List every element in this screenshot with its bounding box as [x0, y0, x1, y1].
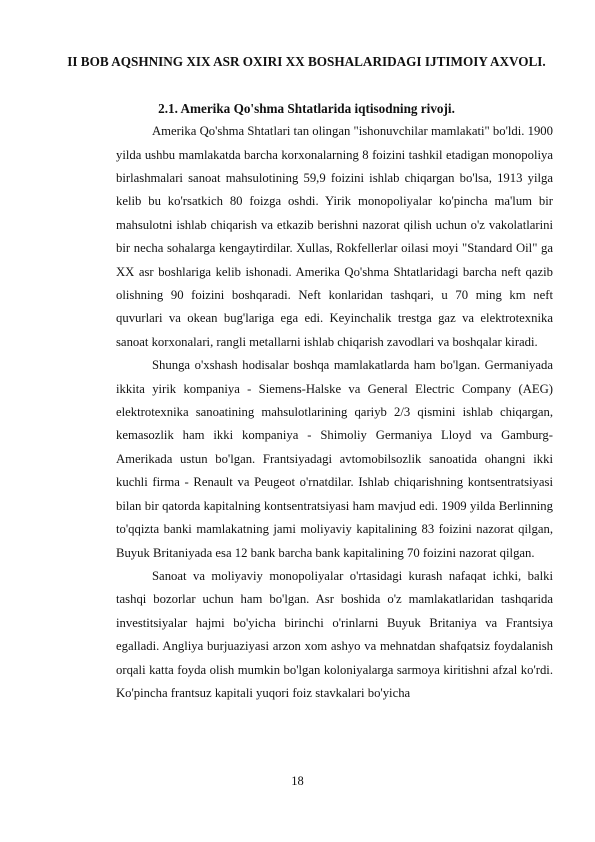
page-number: 18	[291, 774, 304, 788]
chapter-title: II BOB AQSHNING XIX ASR OXIRI XX BOSHALARIDAGI IJTIMOIY AXVOLI.	[67, 54, 546, 69]
paragraph-1: Amerika Qo'shma Shtatlari tan olingan "ishonuvchilar mamlakati" bo'ldi. 1900 yilda ushbu mamlakatda barcha korxonalarning 8 foizini tashkil etadigan monopoliya birlashmalari sanoat mahsulotining 59,9 foizini ishlab chiqargan bo'lsa, 1913 yilga kelib bu ko'rsatkich 80 foizga oshdi. Yirik monopoliyalar ko'pincha ma'lum bir mahsulotni ishlab chiqarish va etkazib berishni nazorat qilish uchun o'z vakolatlarini bir necha sohalarga kengaytirdilar. Xullas, Rokfellerlar oilasi moyi "Standard Oil" ga XX asr boshlariga kelib ishonadi. Amerika Qo'shma Shtatlaridagi barcha neft qazib olishning 90 foizini boshqaradi. Neft konlaridan tashqari, u 70 ming km neft quvurlari va okean bug'lariga ega edi. Keyinchalik trestga gaz va elektrotexnika sanoat korxonalari, rangli metallarni ishlab chiqarish zavodlari va boshqalar kiradi.	[116, 124, 553, 349]
paragraph-3: Sanoat va moliyaviy monopoliyalar o'rtasidagi kurash nafaqat ichki, balki tashqi bozorlar uchun ham bo'lgan. Asr boshida o'z mamlakatlaridan tashqarida investitsiyalar hajmi bo'yicha birinchi o'rinlarni Buyuk Britaniya va Frantsiya egalladi. Angliya burjuaziyasi arzon xom ashyo va mehnatdan shafqatsiz foydalanish orqali katta foyda olish mumkin bo'lgan koloniyalarga sarmoya kiritishni afzal ko'rdi. Ko'pincha frantsuz kapitali yuqori foiz stavkalari bo'yicha	[116, 568, 553, 700]
section-title: 2.1. Amerika Qo'shma Shtatlarida iqtisodning rivoji.	[158, 100, 455, 116]
paragraph-2: Shunga o'xshash hodisalar boshqa mamlakatlarda ham bo'lgan. Germaniyada ikkita yirik kompaniya - Siemens-Halske va General Electric Company (AEG) elektrotexnika sanoatining mahsulotlarining qariyb 2/3 qismini ishlab chiqargan, kemasozlik ham ikki kompaniya - Shimoliy Germaniya Lloyd va Gamburg-Amerikada ustun bo'lgan. Frantsiyadagi avtomobilsozlik sanoatida ohangni ikki kuchli firma - Renault va Peugeot o'rnatdilar. Ishlab chiqarishning kontsentratsiyasi bilan bir qatorda kapitalning kontsentratsiyasi ham mavjud edi. 1909 yilda Berlinning to'qqizta banki mamlakatning jami moliyaviy kapitalining 83 foizini nazorat qilgan, Buyuk Britaniyada esa 12 bank barcha bank kapitalining 70 foizini nazorat qilgan.	[116, 358, 553, 560]
body-text	[116, 120, 553, 705]
